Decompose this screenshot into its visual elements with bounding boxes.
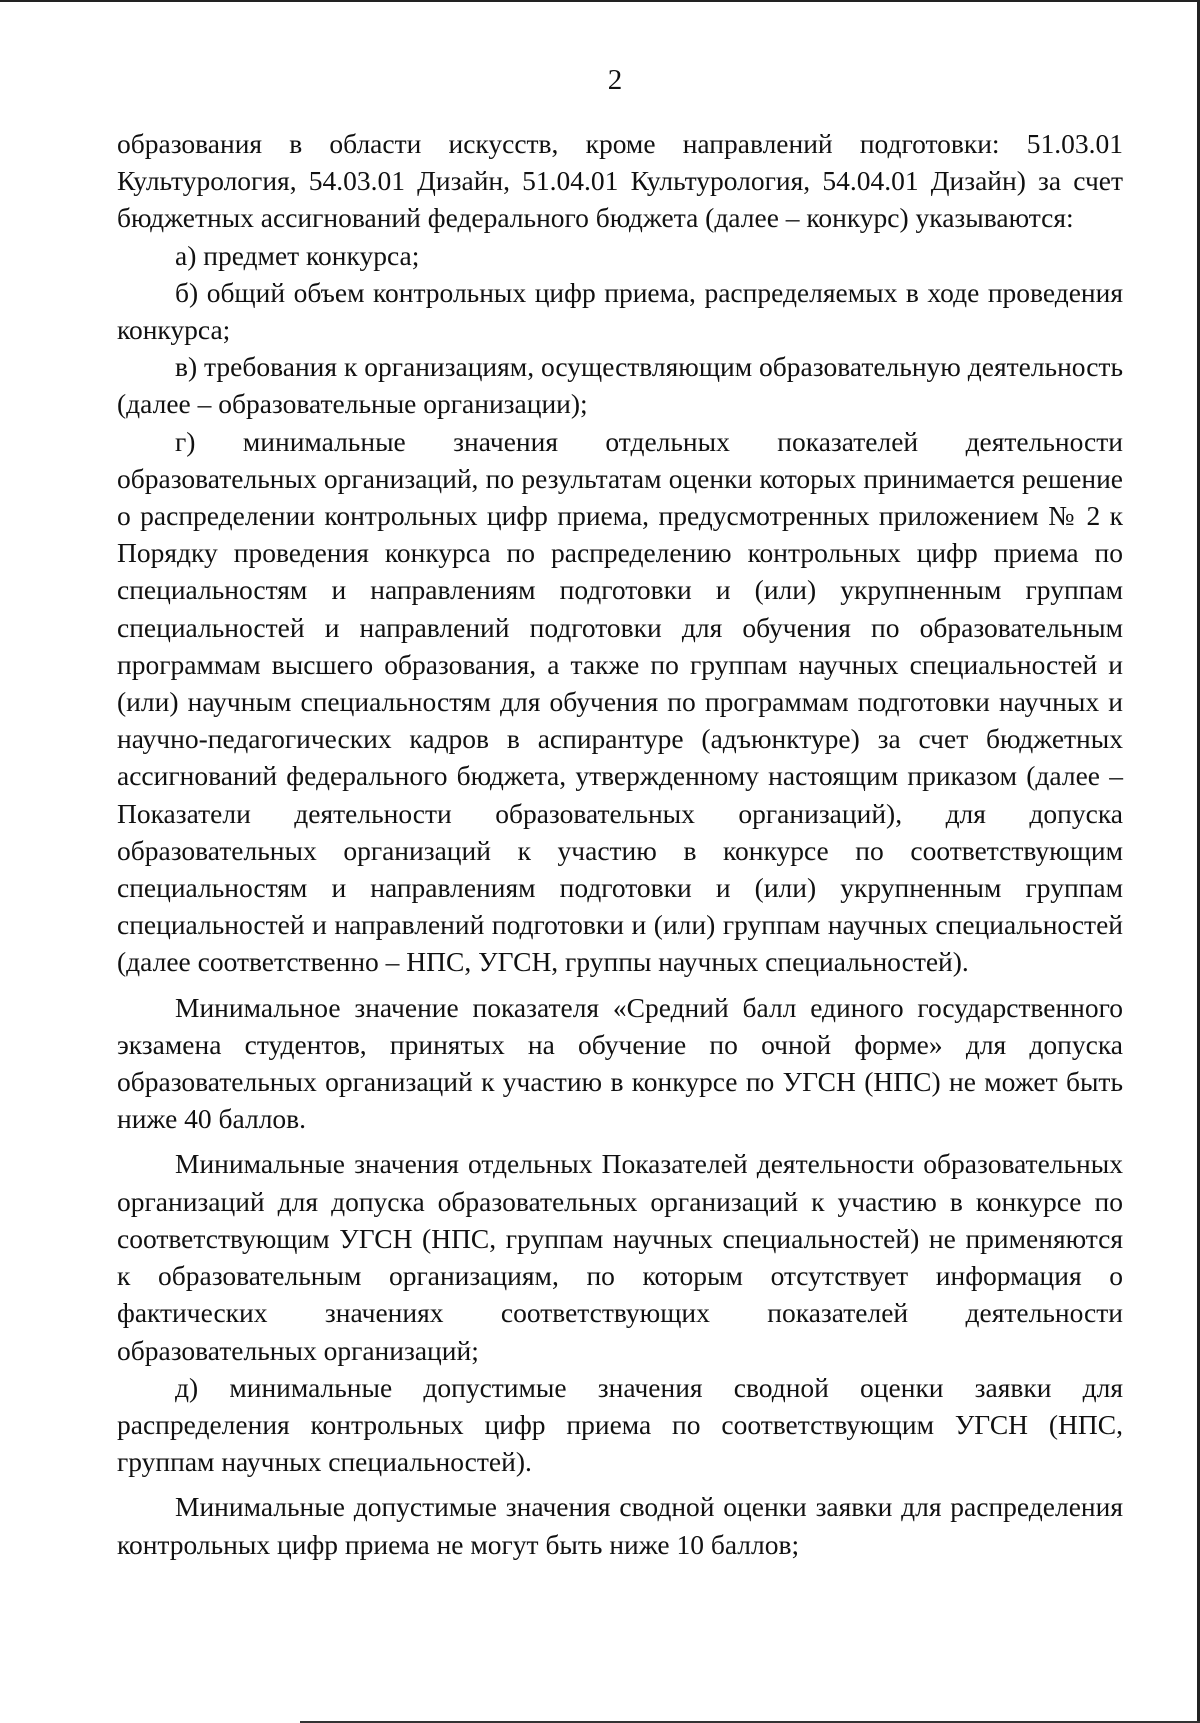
list-item-a: а) предмет конкурса;: [175, 239, 420, 271]
page-number: 2: [607, 64, 623, 96]
list-item-b: б) общий объем контрольных цифр приема, распределяемых в ходе проведения конкурса;: [117, 276, 1123, 346]
scan-edge-top: [0, 0, 1200, 2]
list-item-g: г) минимальные значения отдельных показателей деятельности образовательных организаций, по результатам оценки которых принимается решение о распределении контрольных цифр приема, предусмотренных приложением № 2 к Порядку проведения конкурса по распределению контрольных цифр приема по специальностям и направлениям подготовки и (или) укрупненным группам специальностей и направлений подготовки для обучения по образовательным программам высшего образования, а также по группам научных специальностей и (или) научным специальностям для обучения по программам подготовки научных и научно-педагогических кадров в аспирантуре (адъюнктуре) за счет бюджетных ассигнований федерального бюджета, утвержденному настоящим приказом (далее – Показатели деятельности образовательных организаций), для допуска образовательных организаций к участию в конкурсе по соответствующим специальностям и направлениям подготовки и (или) укрупненным группам специальностей и направлений подготовки и (или) группам научных специальностей (далее соответственно – НПС, УГСН, группы научных специальностей).: [117, 425, 1123, 978]
list-item-v: в) требования к организациям, осуществляющим образовательную деятельность (далее – образовательные организации);: [117, 351, 1123, 420]
paragraph-min-indicator-values: Минимальные значения отдельных Показателей деятельности образовательных организаций для допуска образовательных организаций к участию в конкурсе по соответствующим УГСН (НПС, группам научных специальностей) не применяются к образовательным организациям, по которым отсутствует информация о фактических значениях соответствующих показателей деятельности образовательных организаций;: [117, 1148, 1123, 1366]
list-item-d: д) минимальные допустимые значения сводной оценки заявки для распределения контрольных цифр приема по соответствующим УГСН (НПС, группам научных специальностей).: [117, 1371, 1123, 1478]
document-body: [117, 125, 1123, 1563]
paragraph-continuation: образования в области искусств, кроме направлений подготовки: 51.03.01 Культурология, 54.03.01 Дизайн, 51.04.01 Культурология, 54.04.01 Дизайн) за счет бюджетных ассигнований федерального бюджета (далее – конкурс) указываются:: [117, 128, 1123, 234]
paragraph-min-summary-score: Минимальные допустимые значения сводной оценки заявки для распределения контрольных цифр приема не могут быть ниже 10 баллов;: [117, 1491, 1123, 1560]
paragraph-min-ege-score: Минимальное значение показателя «Средний балл единого государственного экзамена студентов, принятых на обучение по очной форме» для допуска образовательных организаций к участию в конкурсе по УГСН (НПС) не может быть ниже 40 баллов.: [117, 991, 1123, 1135]
